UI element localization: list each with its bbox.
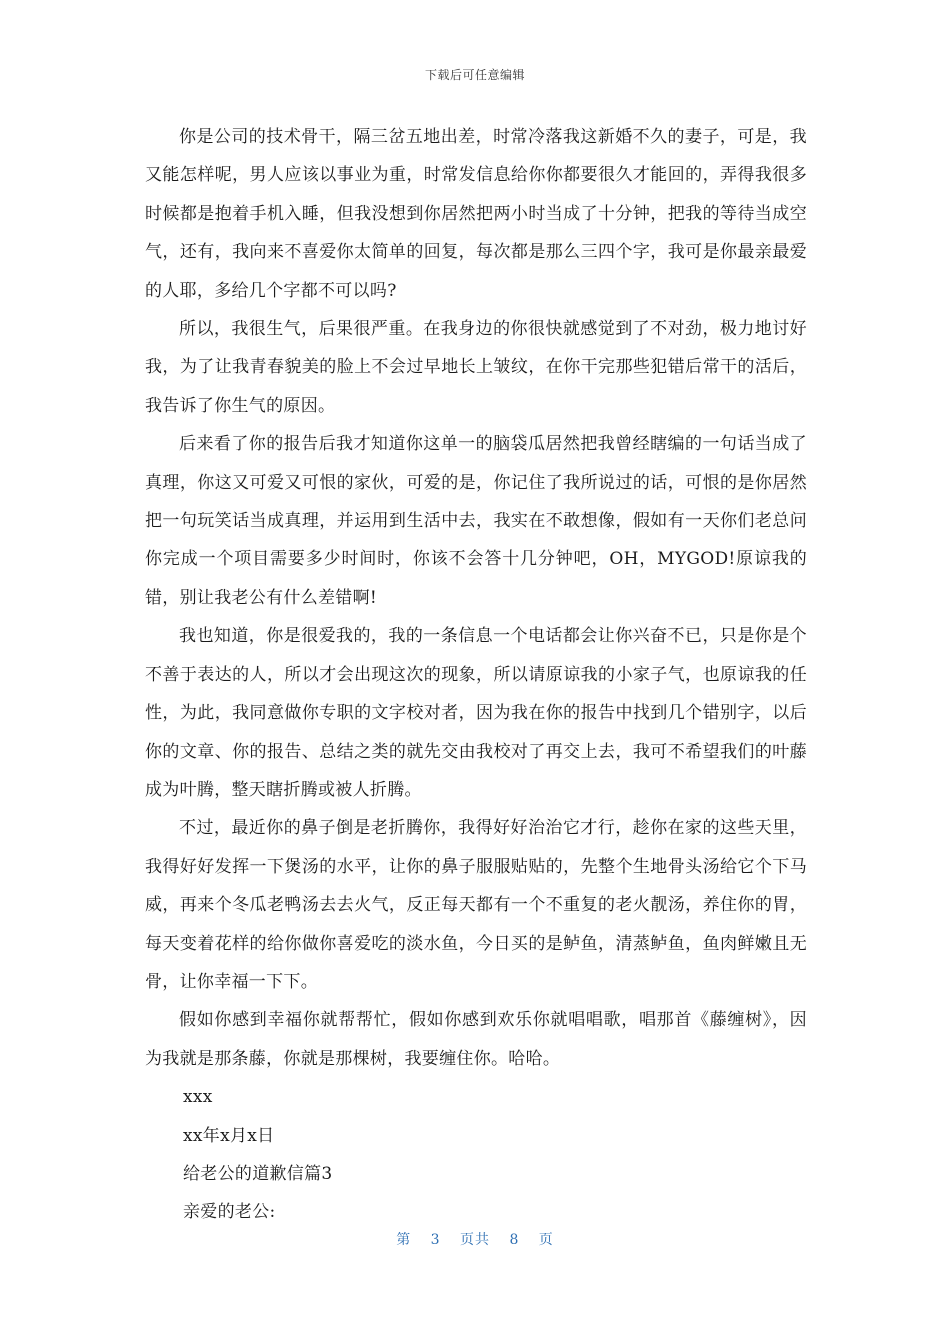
paragraph: 假如你感到幸福你就帮帮忙，假如你感到欢乐你就唱唱歌，唱那首《藤缠树》，因为我就是那条藤，你就是那棵树，我要缠住你。哈哈。: [145, 1010, 807, 1069]
paragraph: 所以，我很生气，后果很严重。在我身边的你很快就感觉到了不对劲，极力地讨好我，为了让我青春貌美的脸上不会过早地长上皱纹，在你干完那些犯错后常干的活后，我告诉了你生气的原因。: [145, 319, 807, 416]
greeting: 亲爱的老公:: [183, 1202, 276, 1223]
paragraph: 你是公司的技术骨干，隔三岔五地出差，时常冷落我这新婚不久的妻子，可是，我又能怎样呢，男人应该以事业为重，时常发信息给你你都要很久才能回的，弄得我很多时候都是抱着手机入睡，但我没想到你居然把两小时当成了十分钟，把我的等待当成空气，还有，我向来不喜爱你太简单的回复，每次都是那么三四个字，我可是你最亲最爱的人耶，多给几个字都不可以吗?: [145, 127, 807, 301]
page-header-note: 下载后可任意编辑: [424, 68, 525, 82]
signature: xxx: [183, 1087, 213, 1108]
paragraph: 后来看了你的报告后我才知道你这单一的脑袋瓜居然把我曾经瞎编的一句话当成了真理，你这又可爱又可恨的家伙，可爱的是，你记住了我所说过的话，可恨的是你居然把一句玩笑话当成真理，并运用到生活中去，我实在不敢想像，假如有一天你们老总问你完成一个项目需要多少时间时，你该不会答十几分钟吧，OH，MYGOD!原谅我的错，别让我老公有什么差错啊!: [145, 434, 807, 608]
letter-body: [145, 118, 807, 1232]
section-title: 给老公的道歉信篇3: [183, 1163, 333, 1184]
paragraph: 不过，最近你的鼻子倒是老折腾你，我得好好治治它才行，趁你在家的这些天里，我得好好发挥一下煲汤的水平，让你的鼻子服服贴贴的，先整个生地骨头汤给它个下马威，再来个冬瓜老鸭汤去去火气，反正每天都有一个不重复的老火靓汤，养住你的胃，每天变着花样的给你做你喜爱吃的淡水鱼，今日买的是鲈鱼，清蒸鲈鱼，鱼肉鲜嫩且无骨，让你幸福一下下。: [145, 818, 807, 992]
paragraph: 我也知道，你是很爱我的，我的一条信息一个电话都会让你兴奋不已，只是你是个不善于表达的人，所以才会出现这次的现象，所以请原谅我的小家子气，也原谅我的任性，为此，我同意做你专职的文字校对者，因为我在你的报告中找到几个错别字，以后你的文章、你的报告、总结之类的就先交由我校对了再交上去，我可不希望我们的叶藤成为叶腾，整天瞎折腾或被人折腾。: [145, 626, 807, 800]
page-number: 第 3 页共 8 页: [396, 1232, 554, 1248]
letter-date: xx年x月x日: [183, 1125, 275, 1146]
